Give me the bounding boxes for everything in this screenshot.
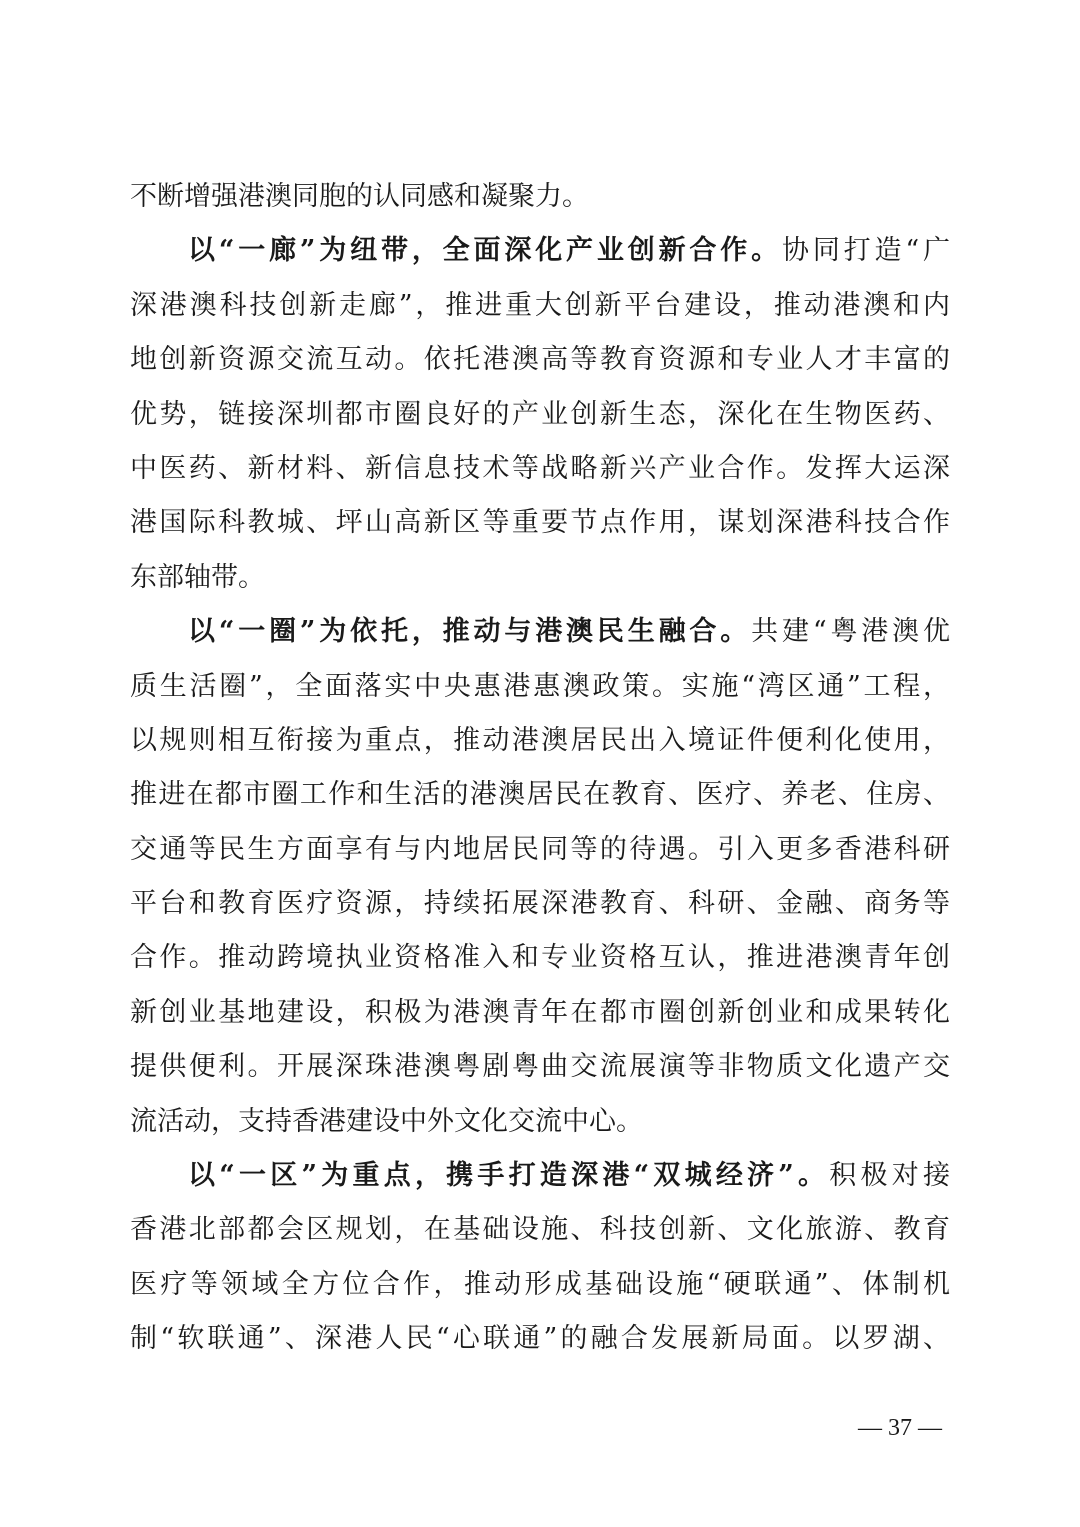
text-line: 以规则相互衔接为重点，推动港澳居民出入境证件便利化使用，	[130, 724, 950, 756]
text-span: 积极对接	[829, 1160, 950, 1192]
text-line: 推进在都市圈工作和生活的港澳居民在教育、医疗、养老、住房、	[130, 779, 950, 811]
paragraph-circle	[130, 605, 950, 1149]
text-line: 质生活圈”，全面落实中央惠港惠澳政策。实施“湾区通”工程，	[130, 670, 950, 702]
paragraph-heading: 以“一廊”为纽带，全面深化产业创新合作。	[188, 235, 782, 267]
text-line: 交通等民生方面享有与内地居民同等的待遇。引入更多香港科研	[130, 833, 950, 865]
text-line: 合作。推动跨境执业资格准入和专业资格互认，推进港澳青年创	[130, 942, 950, 974]
document-body	[130, 170, 950, 1367]
text-span: 共建“粤港澳优	[751, 616, 950, 648]
text-span: 协同打造“广	[781, 235, 950, 267]
paragraph-heading: 以“一圈”为依托，推动与港澳民生融合。	[188, 616, 752, 648]
text-line: 提供便利。开展深珠港澳粤剧粤曲交流展演等非物质文化遗产交	[130, 1051, 950, 1083]
text-line: 平台和教育医疗资源，持续拓展深港教育、科研、金融、商务等	[130, 888, 950, 920]
text-line: 地创新资源交流互动。依托港澳高等教育资源和专业人才丰富的	[130, 344, 950, 376]
paragraph-first-line	[130, 605, 950, 659]
text-line: 香港北部都会区规划，在基础设施、科技创新、文化旅游、教育	[130, 1214, 950, 1246]
text-line: 新创业基地建设，积极为港澳青年在都市圈创新创业和成果转化	[130, 996, 950, 1028]
paragraph-heading: 以“一区”为重点，携手打造深港“双城经济”。	[188, 1160, 830, 1192]
text-line: 东部轴带。	[130, 561, 265, 593]
paragraph-zone	[130, 1149, 950, 1367]
text-line: 不断增强港澳同胞的认同感和凝聚力。	[130, 181, 589, 212]
paragraph-first-line	[130, 224, 950, 278]
text-line: 制“软联通”、深港人民“心联通”的融合发展新局面。以罗湖、	[130, 1323, 950, 1355]
text-line: 深港澳科技创新走廊”，推进重大创新平台建设，推动港澳和内	[130, 289, 950, 321]
paragraph-corridor	[130, 224, 950, 605]
text-line: 医疗等领域全方位合作，推动形成基础设施“硬联通”、体制机	[130, 1268, 950, 1300]
text-line: 港国际科教城、坪山高新区等重要节点作用，谋划深港科技合作	[130, 507, 950, 539]
text-line: 流活动，支持香港建设中外文化交流中心。	[130, 1105, 643, 1137]
text-line: 优势，链接深圳都市圈良好的产业创新生态，深化在生物医药、	[130, 398, 950, 430]
text-line: 中医药、新材料、新信息技术等战略新兴产业合作。发挥大运深	[130, 452, 950, 484]
paragraph-first-line	[130, 1149, 950, 1203]
page-number: — 37 —	[858, 1415, 942, 1441]
